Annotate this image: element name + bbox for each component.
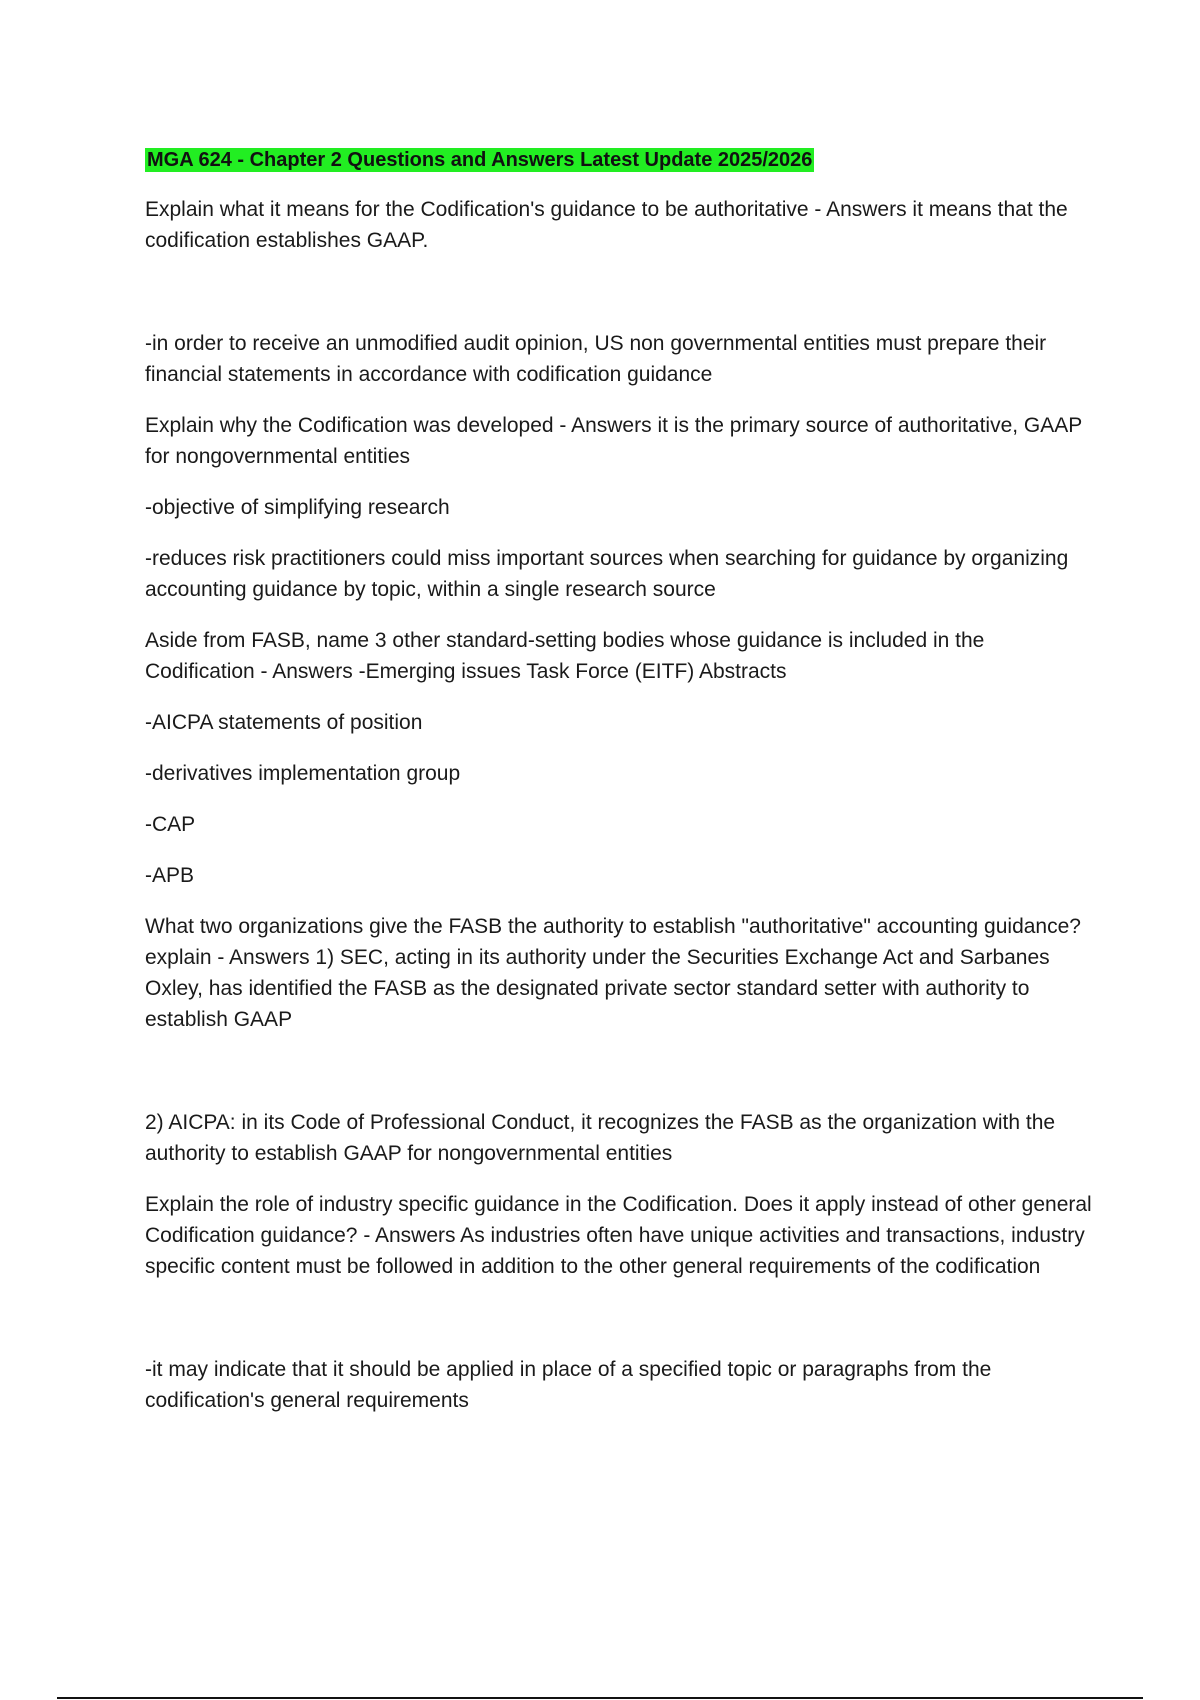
title-line (145, 144, 1095, 176)
paragraph: -it may indicate that it should be applied in place of a specified topic or paragraphs from the codification's general requirements (145, 1358, 992, 1412)
paragraph: -reduces risk practitioners could miss important sources when searching for guidance by organizing accounting guidance by topic, within a single research source (145, 547, 1069, 601)
paragraph: Aside from FASB, name 3 other standard-setting bodies whose guidance is included in the Codification - Answers -Emerging issues Task Force (EITF) Abstracts (145, 629, 985, 683)
paragraph: Explain why the Codification was developed - Answers it is the primary source of authoritative, GAAP for nongovernmental entities (145, 414, 1082, 468)
paragraph: What two organizations give the FASB the authority to establish "authoritative" accounting guidance? explain - Answers 1) SEC, acting in its authority under the Securities Exchange Act and Sarbanes Oxley, has identified the FASB as the designated private sector standard setter with authority to establish GAAP (145, 915, 1081, 1031)
document-body (145, 144, 1095, 1436)
paragraph: -in order to receive an unmodified audit opinion, US non governmental entities must prepare their financial statements in accordance with codification guidance (145, 332, 1047, 386)
document-title: MGA 624 - Chapter 2 Questions and Answers Latest Update 2025/2026 (147, 149, 813, 171)
paragraph: -objective of simplifying research (145, 496, 450, 519)
page-bottom-rule (57, 1697, 1143, 1699)
paragraph: -CAP (145, 813, 196, 836)
paragraph: -derivatives implementation group (145, 762, 461, 785)
paragraph: 2) AICPA: in its Code of Professional Conduct, it recognizes the FASB as the organization with the authority to establish GAAP for nongovernmental entities (145, 1111, 1056, 1165)
paragraph: Explain the role of industry specific guidance in the Codification. Does it apply instead of other general Codification guidance? - Answers As industries often have unique activities and transactions, industry specific content must be followed in addition to the other general requirements of the codification (145, 1193, 1092, 1278)
paragraph: Explain what it means for the Codification's guidance to be authoritative - Answers it means that the codification establishes GAAP. (145, 198, 1068, 252)
paragraph: -APB (145, 864, 195, 887)
paragraph: -AICPA statements of position (145, 711, 423, 734)
